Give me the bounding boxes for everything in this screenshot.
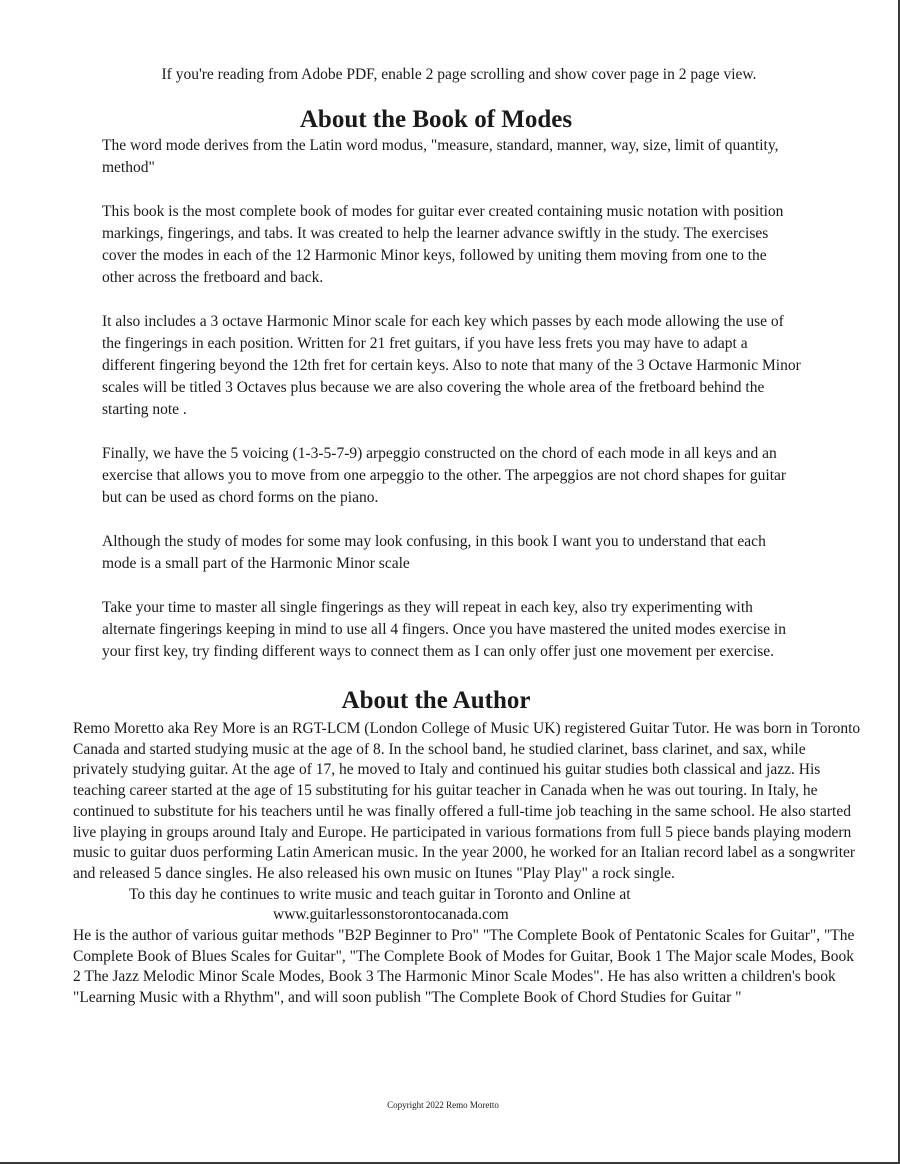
book-paragraph: Finally, we have the 5 voicing (1-3-5-7-9) arpeggio constructed on the chord of each mode in all keys and an exercise that allows you to move from one arpeggio to the other. The arpeggios are not chord shapes for guitar but can be used as chord forms on the piano. — [102, 445, 787, 506]
pdf-viewing-notice: If you're reading from Adobe PDF, enable 2 page scrolling and show cover page in 2 page view. — [161, 66, 757, 83]
author-section-body — [73, 719, 863, 1009]
author-bio: Remo Moretto aka Rey More is an RGT-LCM (London College of Music UK) registered Guitar Tutor. He was born in Toronto Canada and started studying music at the age of 8. In the school band, he studied clarinet, bass clarinet, and sax, while privately studying guitar. At the age of 17, he moved to Italy and continued his guitar studies both classical and jazz. His teaching career started at the age of 15 substituting for his guitar teacher in Canada when he was out touring. In Italy, he continued to substitute for his teachers until he was finally offered a full-time job teaching in the same school. He also started live playing in groups around Italy and Europe. He participated in various formations from full 5 piece bands playing modern music to guitar duos performing Latin American music. In the year 2000, he worked for an Italian record label as a songwriter and released 5 dance singles. He also released his own music on Itunes "Play Play" a rock single. — [73, 720, 861, 882]
book-section-body — [102, 135, 802, 685]
book-paragraph: The word mode derives from the Latin word modus, "measure, standard, manner, way, size, limit of quantity, method" — [102, 137, 779, 176]
book-paragraph: This book is the most complete book of modes for guitar ever created containing music notation with position markings, fingerings, and tabs. It was created to help the learner advance swiftly in the study. The exercises cover the modes in each of the 12 Harmonic Minor keys, followed by uniting them moving from one to the other across the fretboard and back. — [102, 203, 784, 286]
book-paragraph: It also includes a 3 octave Harmonic Minor scale for each key which passes by each mode allowing the use of the fingerings in each position. Written for 21 fret guitars, if you have less frets you may have to adapt a different fingering beyond the 12th fret for certain keys. Also to note that many of the 3 Octave Harmonic Minor scales will be titled 3 Octaves plus because we are also covering the whole area of the fretboard behind the starting note . — [102, 313, 801, 418]
author-works: He is the author of various guitar methods "B2P Beginner to Pro" "The Complete Book of Pentatonic Scales for Guitar", "The Complete Book of Blues Scales for Guitar", "The Complete Book of Modes for Guitar, Book 1 The Major scale Modes, Book 2 The Jazz Melodic Minor Scale Modes, Book 3 The Harmonic Minor Scale Modes". He has also written a children's book "Learning Music with a Rhythm", and will soon publish "The Complete Book of Chord Studies for Guitar " — [73, 927, 855, 1007]
copyright-notice: Copyright 2022 Remo Moretto — [387, 1100, 499, 1110]
author-website-link[interactable]: www.guitarlessonstorontocanada.com — [273, 906, 509, 924]
author-section-title: About the Author — [341, 687, 531, 714]
book-section-title: About the Book of Modes — [299, 106, 573, 133]
book-paragraph: Although the study of modes for some may look confusing, in this book I want you to understand that each mode is a small part of the Harmonic Minor scale — [102, 533, 766, 572]
book-paragraph: Take your time to master all single fingerings as they will repeat in each key, also try experimenting with alternate fingerings keeping in mind to use all 4 fingers. Once you have mastered the united modes exercise in your first key, try finding different ways to connect them as I can only offer just one movement per exercise. — [102, 599, 786, 660]
author-continues: To this day he continues to write music and teach guitar in Toronto and Online at — [129, 885, 631, 903]
